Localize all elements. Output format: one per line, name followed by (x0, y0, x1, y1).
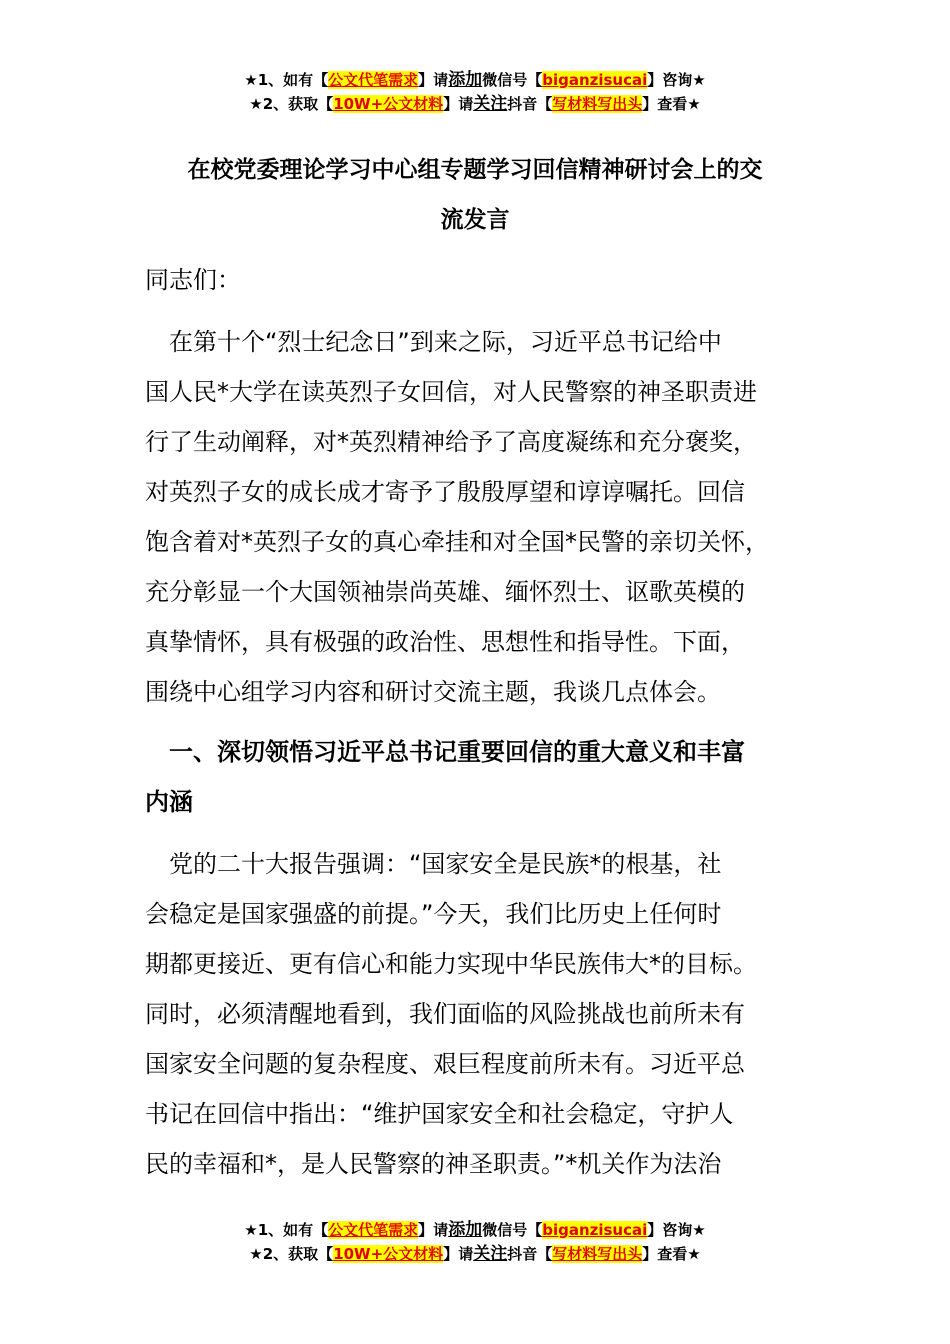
paragraph-2: 党的二十大报告强调：“国家安全是民族*的根基，社 会稳定是国家强盛的前提。”今天，我们比历史上任何时 期都更接近、更有信心和能力实现中华民族伟大*的目标。 同时，必须清醒地看到，我们面临的风险挑战也前所未有 国家安全问题的复杂程度、艰巨程度前所未有。习近平总 书记在回信中指出：“维护国家安全和社会稳定，守护人 民的幸福和*，是人民警察的神圣职责。”*机关作为法治 (145, 850, 757, 1178)
promo-line-2: ★2、获取【10W+公文材料】请关注抖音【写材料写出头】查看★ (249, 94, 701, 114)
salutation: 同志们： (145, 266, 241, 294)
section-heading-1: 一、深切领悟习近平总书记重要回信的重大意义和丰富 内涵 (145, 738, 745, 816)
promo-header (0, 68, 950, 116)
promo-footer (0, 1218, 950, 1266)
paragraph-1: 在第十个“烈士纪念日”到来之际，习近平总书记给中 国人民*大学在读英烈子女回信，对人民警察的神圣职责进 行了生动阐释，对*英烈精神给予了高度凝练和充分褒奖， 对英烈子女的成长成才寄予了殷殷厚望和谆谆嘱托。回信 饱含着对*英烈子女的真心牵挂和对全国*民警的亲切关怀， 充分彰显一个大国领袖崇尚英雄、缅怀烈士、讴歌英模的 真挚情怀，具有极强的政治性、思想性和指导性。下面， 围绕中心组学习内容和研讨交流主题，我谈几点体会。 (145, 328, 769, 706)
promo-line-2: ★2、获取【10W+公文材料】请关注抖音【写材料写出头】查看★ (249, 1244, 701, 1264)
promo-line-1: ★1、如有【公文代笔需求】请添加微信号【biganzisucai】咨询★ (244, 1220, 706, 1240)
document-title: 在校党委理论学习中心组专题学习回信精神研讨会上的交 流发言 (187, 157, 763, 233)
promo-line-1: ★1、如有【公文代笔需求】请添加微信号【biganzisucai】咨询★ (244, 70, 706, 90)
